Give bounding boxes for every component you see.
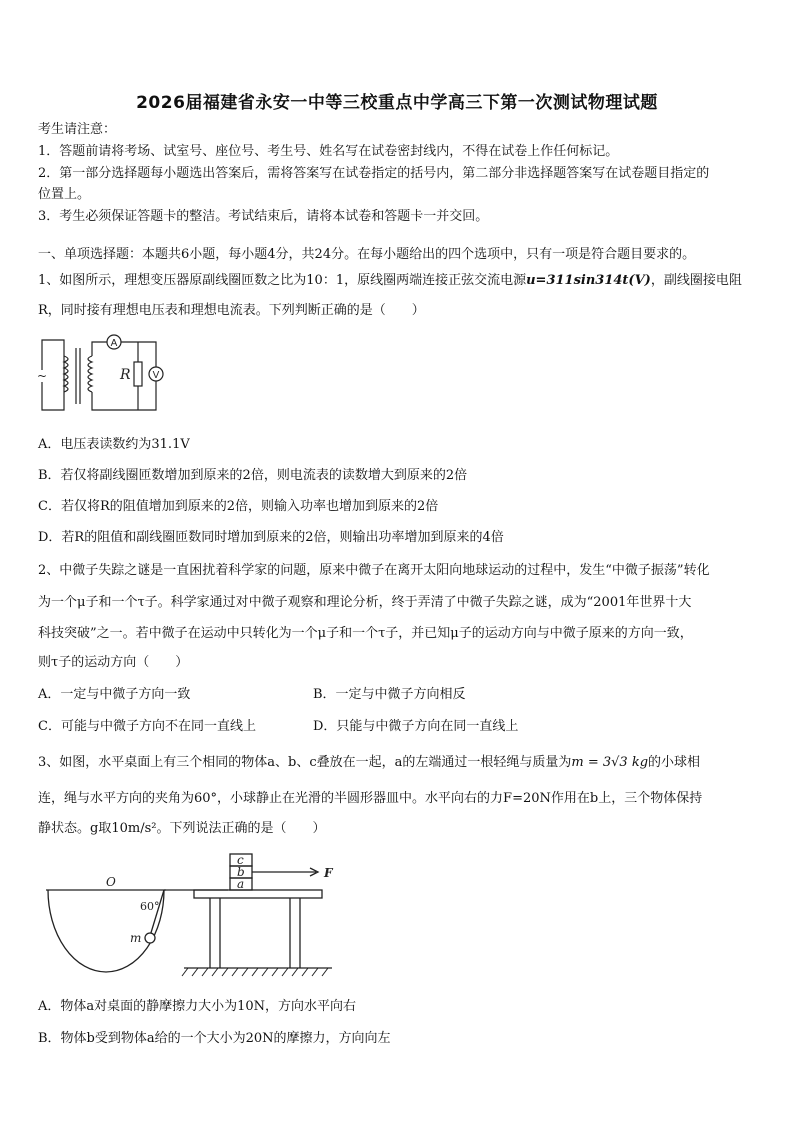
q1-stem-part: ，副线圈接电阻 bbox=[650, 273, 742, 288]
label-m: m bbox=[130, 931, 142, 945]
label-angle: 60° bbox=[140, 900, 160, 913]
q3-mass: m = 3√3 kg bbox=[571, 755, 649, 770]
label-c: c bbox=[237, 853, 244, 867]
page-title: 2026届福建省永安一中等三校重点中学高三下第一次测试物理试题 bbox=[136, 93, 658, 113]
q2-stem-line: 则τ子的运动方向（ ） bbox=[38, 655, 189, 670]
bowl-table-figure bbox=[44, 850, 354, 982]
svg-text:A: A bbox=[110, 338, 118, 349]
notice-heading: 考生请注意： bbox=[38, 122, 117, 137]
q2-stem-line: 为一个μ子和一个τ子。科学家通过对中微子观察和理论分析，终于弄清了中微子失踪之谜，成为“2001年世界十大 bbox=[38, 595, 692, 610]
ac-source-icon bbox=[37, 369, 47, 383]
label-f: F bbox=[324, 866, 333, 880]
q1-option-b: B．若仅将副线圈匝数增加到原来的2倍，则电流表的读数增大到原来的2倍 bbox=[38, 468, 468, 483]
label-a: a bbox=[237, 877, 245, 891]
q3-stem-line2: 连，绳与水平方向的夹角为60°，小球静止在光滑的半圆形器皿中。水平向右的力F=20N作用在b上，三个物体保持 bbox=[38, 791, 703, 806]
notice-item: 1．答题前请将考场、试室号、座位号、考生号、姓名写在试卷密封线内，不得在试卷上作任何标记。 bbox=[38, 144, 619, 159]
q1-stem-line2: R，同时接有理想电压表和理想电流表。下列判断正确的是（ ） bbox=[38, 303, 425, 318]
q2-stem-line: 科技突破”之一。若中微子在运动中只转化为一个μ子和一个τ子，并已知μ子的运动方向与中微子原来的方向一致， bbox=[38, 626, 693, 641]
q1-formula: u=311sin314t(V) bbox=[526, 273, 651, 288]
q1-stem bbox=[38, 272, 742, 290]
q3-stem-part: 的小球相 bbox=[648, 755, 701, 770]
notice-item: 2．第一部分选择题每小题选出答案后，需将答案写在试卷指定的括号内，第二部分非选择题答案写在试卷题目指定的 bbox=[38, 166, 710, 181]
q3-stem bbox=[38, 754, 700, 772]
transformer-circuit-figure bbox=[36, 334, 172, 416]
svg-text:~: ~ bbox=[36, 369, 48, 383]
svg-text:V: V bbox=[152, 370, 160, 381]
q3-option-a: A．物体a对桌面的静摩擦力大小为10N，方向水平向右 bbox=[38, 999, 357, 1014]
q3-option-b: B．物体b受到物体a给的一个大小为20N的摩擦力，方向向左 bbox=[38, 1031, 391, 1046]
ball-icon bbox=[145, 933, 155, 943]
q2-option-b: B．一定与中微子方向相反 bbox=[313, 687, 466, 702]
q2-option-d: D．只能与中微子方向在同一直线上 bbox=[313, 719, 519, 734]
q3-stem-line3: 静状态。g取10m/s²。下列说法正确的是（ ） bbox=[38, 821, 326, 836]
q1-option-d: D．若R的阻值和副线圈匝数同时增加到原来的2倍，则输出功率增加到原来的4倍 bbox=[38, 530, 504, 545]
label-o: O bbox=[106, 875, 116, 889]
section-heading: 一、单项选择题：本题共6小题，每小题4分，共24分。在每小题给出的四个选项中，只有一项是符合题目要求的。 bbox=[38, 247, 696, 262]
q1-option-a: A．电压表读数约为31.1V bbox=[38, 437, 190, 452]
label-b: b bbox=[237, 865, 245, 879]
resistor-label: R bbox=[120, 367, 131, 383]
q2-option-c: C．可能与中微子方向不在同一直线上 bbox=[38, 719, 256, 734]
q2-option-a: A．一定与中微子方向一致 bbox=[38, 687, 191, 702]
ammeter-icon bbox=[107, 335, 121, 349]
q3-stem-part: 3、如图，水平桌面上有三个相同的物体a、b、c叠放在一起，a的左端通过一根轻绳与质量为 bbox=[38, 755, 572, 770]
notice-item: 3．考生必须保证答题卡的整洁。考试结束后，请将本试卷和答题卡一并交回。 bbox=[38, 209, 489, 224]
notice-item: 位置上。 bbox=[38, 187, 91, 202]
q2-stem-line: 2、中微子失踪之谜是一直困扰着科学家的问题，原来中微子在离开太阳向地球运动的过程中，发生“中微子振荡”转化 bbox=[38, 563, 710, 578]
voltmeter-icon bbox=[149, 367, 163, 381]
q1-option-c: C．若仅将R的阻值增加到原来的2倍，则输入功率也增加到原来的2倍 bbox=[38, 499, 439, 514]
q1-stem-part: 1、如图所示，理想变压器原副线圈匝数之比为10：1，原线圈两端连接正弦交流电源 bbox=[38, 273, 527, 288]
